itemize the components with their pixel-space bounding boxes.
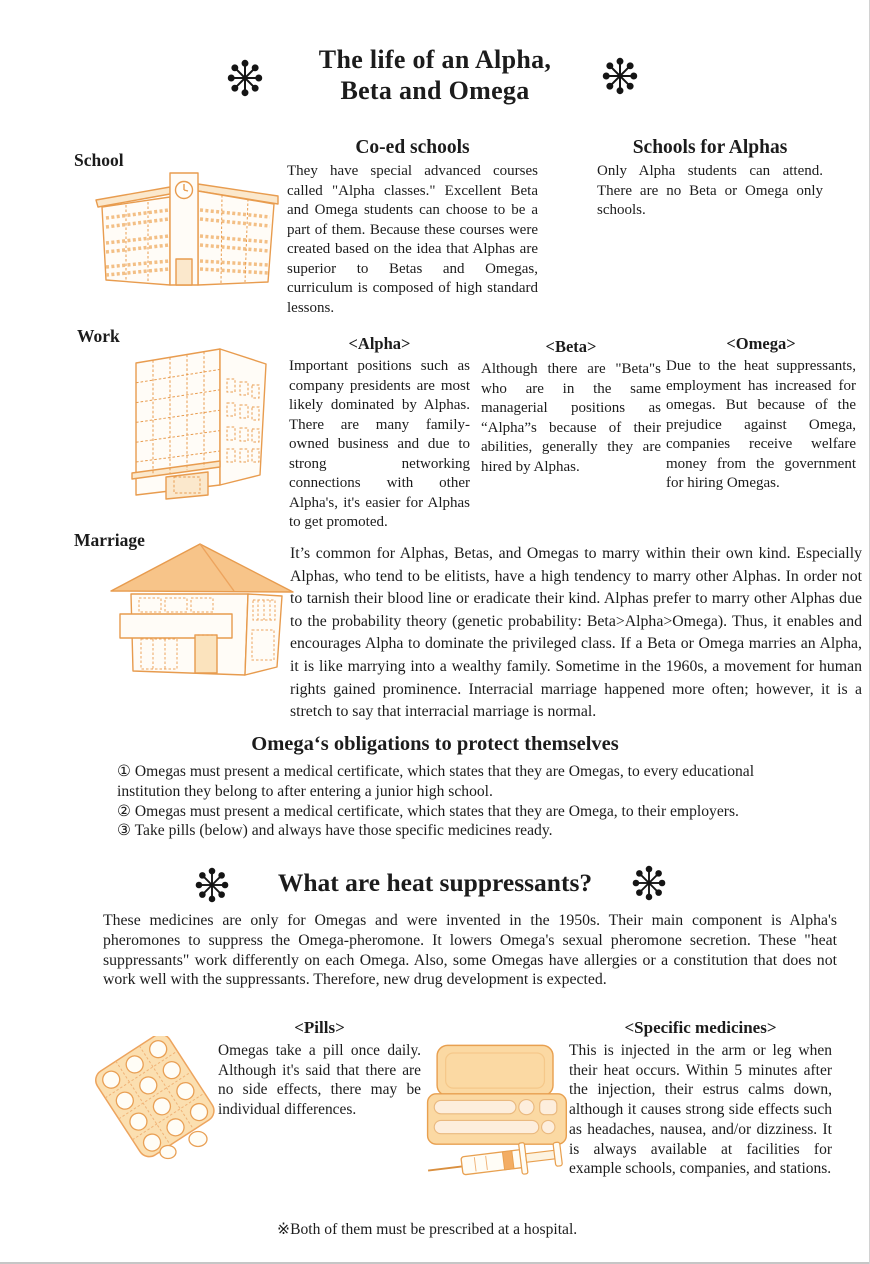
pills-heading: <Pills> <box>294 1018 345 1037</box>
coed-schools-heading: Co-ed schools <box>355 137 470 158</box>
syringe-case-illustration <box>420 1040 572 1203</box>
work-alpha-column <box>289 334 470 533</box>
work-omega-heading: <Omega> <box>726 334 796 353</box>
coed-schools-section <box>287 137 538 318</box>
alpha-schools-heading: Schools for Alphas <box>632 137 788 158</box>
pills-section <box>218 1018 421 1119</box>
work-alpha-heading: <Alpha> <box>348 334 411 353</box>
school-building-illustration <box>92 163 282 303</box>
alpha-schools-section <box>597 137 823 221</box>
obligation-item-3: ③ Take pills (below) and always have those specific medicines ready. <box>117 822 553 840</box>
specific-medicines-section <box>569 1018 832 1179</box>
work-beta-heading: <Beta> <box>545 337 597 356</box>
specific-medicines-body: This is injected in the arm or leg when their heat occurs. Within 5 minutes after the injection, their estrus calms down, although it causes strong side effects such as headaches, nausea, and/or dizziness. It is always available at facilities for example schools, companies, and stations. <box>569 1042 832 1178</box>
obligation-item-1: ① Omegas must present a medical certificate, which states that they are Omegas, to every educational institution they belong to after entering a junior high school. <box>117 763 755 800</box>
obligation-item-2: ② Omegas must present a medical certificate, which states that they are Omega, to their employers. <box>117 802 739 820</box>
page-title <box>0 44 870 106</box>
specific-medicines-heading: <Specific medicines> <box>624 1018 777 1037</box>
marriage-body: It’s common for Alphas, Betas, and Omegas to marry within their own kind. Especially Alphas, who tend to be elitists, have a high tendency to marry other Alphas. In order not to tarnish their blood line or eradicate their kind. Alphas prefer to marry other Alphas due to the probability theory (genetic probability: Beta>Alpha>Omega). Thus, it enables and encourages Alpha to dominate the privileged class. If a Beta or Omega marries an Alpha, it is like marrying into a wealthy family. Sometime in the 1960s, a movement for human rights gained prominence. Interracial marriage happened more often; however, it is a stretch to say that interracial marriage is normal. <box>290 545 862 721</box>
section-label-work: Work <box>77 326 120 346</box>
work-omega-column <box>666 334 856 494</box>
work-omega-body: Due to the heat suppressants, employment has increased for omegas. But because of the prejudice against Omega, companies receive welfare money from the government for hiring Omegas. <box>666 358 856 491</box>
work-alpha-body: Important positions such as company presidents are most likely dominated by Alphas. There are many family-owned business and due to strong networking connections with other Alpha's, it's easier for Alphas to get promoted. <box>289 358 470 530</box>
pills-body: Omegas take a pill once daily. Although it's said that there are no side effects, there may be individual differences. <box>218 1042 421 1118</box>
prescription-note: ※Both of them must be prescribed at a hospital. <box>277 1221 578 1238</box>
pill-blister-illustration <box>88 1036 221 1169</box>
section-label-marriage: Marriage <box>74 530 145 550</box>
alpha-schools-body: Only Alpha students can attend. There are no Beta or Omega only schools. <box>597 163 823 218</box>
suppressants-heading: What are heat suppressants? <box>277 868 593 897</box>
section-label-school: School <box>74 150 124 170</box>
work-beta-column <box>481 337 661 477</box>
house-illustration <box>103 534 295 689</box>
coed-schools-body: They have special advanced courses called "Alpha classes." Excellent Beta and Omega students can choose to be a part of them. Because these courses were created based on the idea that Alphas are superior to Betas and Omegas, curriculum is composed of high standard lessons. <box>287 163 538 316</box>
page-title-line1: The life of an Alpha, <box>318 45 552 74</box>
work-beta-body: Although there are "Beta"s who are in the same managerial positions as “Alpha”s because of their abilities, generally they are hired by Alphas. <box>481 361 661 475</box>
page-title-line2: Beta and Omega <box>340 76 530 105</box>
obligations-heading: Omega‘s obligations to protect themselves <box>251 733 619 755</box>
obligations-list <box>117 762 811 841</box>
suppressants-body: These medicines are only for Omegas and were invented in the 1950s. Their main component is Alpha's pheromones to suppress the Omega-pheromone. It lowers Omega's sexual pheromone secretion. These "heat suppressants" work differently on each Omega. Also, some Omegas have allergies or a constitution that does not work well with the suppressants. Therefore, new drug development is expected. <box>103 912 837 989</box>
office-building-illustration <box>108 337 286 510</box>
